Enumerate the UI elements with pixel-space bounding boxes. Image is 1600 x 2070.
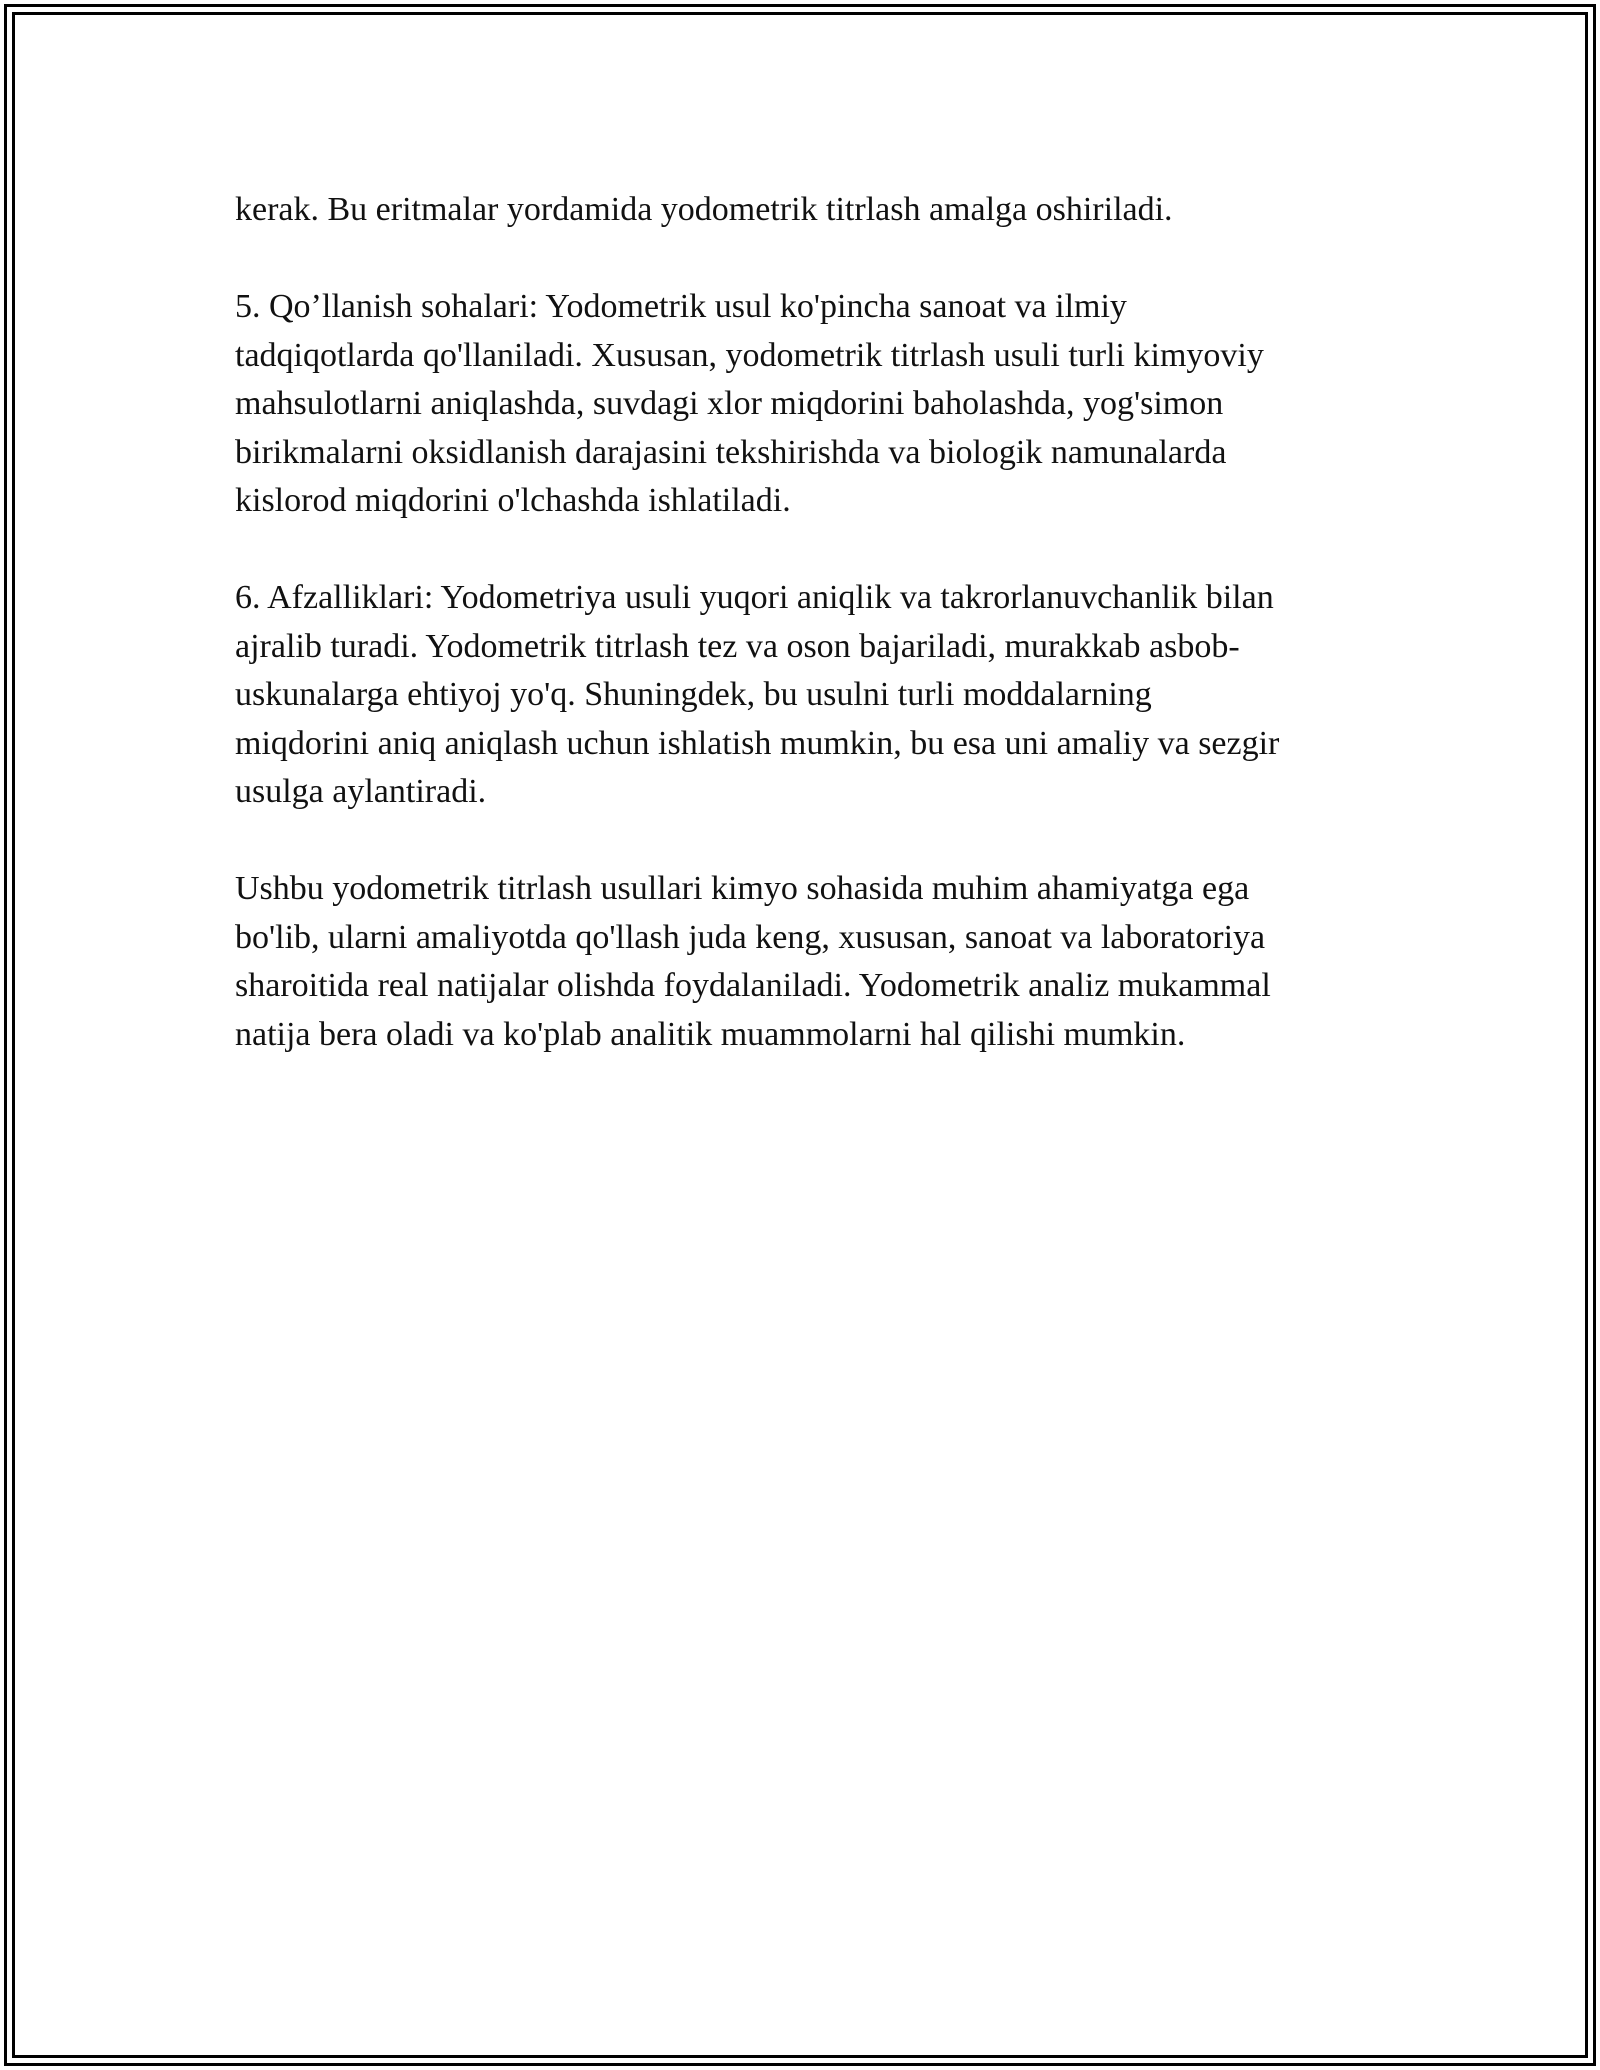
paragraph-continuation: kerak. Bu eritmalar yordamida yodometrik titrlash amalga oshiriladi. — [235, 191, 1173, 228]
document-body — [235, 186, 1375, 1108]
paragraph-advantages: 6. Afzalliklari: Yodometriya usuli yuqori aniqlik va takrorlanuvchanlik bilan ajralib turadi. Yodometrik titrlash tez va oson bajariladi, murakkab asbob- uskunalarga ehtiyoj yo'q. Shuningdek, bu usulni turli moddalarning miqdorini aniq aniqlash uchun ishlatish mumkin, bu esa uni amaliy va sezgir usulga aylantiradi. — [235, 579, 1280, 810]
paragraph-applications: 5. Qo’llanish sohalari: Yodometrik usul ko'pincha sanoat va ilmiy tadqiqotlarda qo'llaniladi. Xususan, yodometrik titrlash usuli turli kimyoviy mahsulotlarni aniqlashda, suvdagi xlor miqdorini baholashda, yog'simon birikmalarni oksidlanish darajasini tekshirishda va biologik namunalarda kislorod miqdorini o'lchashda ishlatiladi. — [235, 288, 1264, 519]
paragraph-conclusion: Ushbu yodometrik titrlash usullari kimyo sohasida muhim ahamiyatga ega bo'lib, ularni amaliyotda qo'llash juda keng, xususan, sanoat va laboratoriya sharoitida real natijalar olishda foydalaniladi. Yodometrik analiz mukammal natija bera oladi va ko'plab analitik muammolarni hal qilishi mumkin. — [235, 870, 1271, 1053]
